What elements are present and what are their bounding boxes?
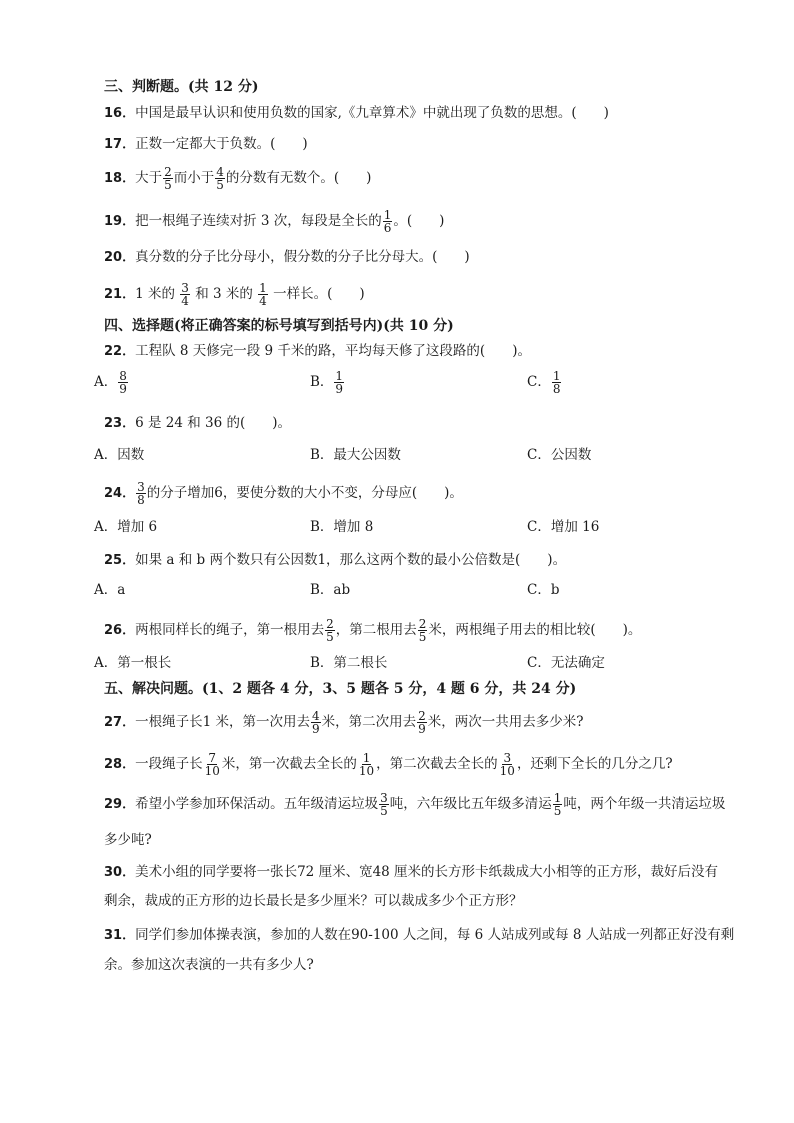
option-c: C．无法确定 <box>527 655 605 671</box>
question-text: 中国是最早认识和使用负数的国家,《九章算术》中就出现了负数的思想。( ) <box>135 105 609 121</box>
question-30: 30．美术小组的同学要将一张长72 厘米、宽48 厘米的长方形卡纸裁成大小相等的正方形，裁好后没有 <box>104 864 719 880</box>
fraction: $\frac{1}{6}$ <box>383 208 392 235</box>
fraction: $\frac{2}{5}$ <box>164 165 172 192</box>
question-29: 29．希望小学参加环保活动。五年级清运垃圾 $\frac{3}{5}$ 吨，六年级比五年级多清运 $\frac{1}{5}$ 吨，两个年级一共清运垃圾 <box>104 791 726 818</box>
question-number: 25． <box>104 553 136 568</box>
question-26: 26．两根同样长的绳子，第一根用去 $\frac{2}{5}$ ，第二根用去 $\frac{2}{5}$ 米，两根绳子用去的相比较( )。 <box>104 617 642 644</box>
question-number: 31． <box>104 928 136 943</box>
question-31: 31．同学们参加体操表演，参加的人数在90-100 人之间，每 6 人站成列或每 8 人站成一列都正好没有剩 <box>104 927 735 943</box>
question-text: 如果 a 和 b 两个数只有公因数1，那么这两个数的最小公倍数是( )。 <box>135 552 567 568</box>
question-number: 21． <box>104 287 136 302</box>
option-c: C．公因数 <box>527 447 592 463</box>
option-b: B．第二根长 <box>310 655 388 671</box>
fraction: $\frac{4}{5}$ <box>216 165 224 192</box>
fraction: $\frac{1}{9}$ <box>335 369 344 396</box>
fraction: $\frac{3}{8}$ <box>137 480 145 507</box>
question-28: 28．一段绳子长 $\frac{7}{10}$ 米，第一次截去全长的 $\frac{1}{10}$ ，第二次截去全长的 $\frac{3}{10}$ ，还剩下全长的几分之几? <box>104 751 673 778</box>
fraction: $\frac{1}{8}$ <box>552 369 561 396</box>
option-a: A．增加 6 <box>94 519 158 535</box>
section-title-problems: 五、解决问题。(1、2 题各 4 分，3、5 题各 5 分，4 题 6 分，共 24 分) <box>104 681 577 697</box>
fraction: $\frac{2}{5}$ <box>418 617 427 644</box>
fraction: $\frac{2}{5}$ <box>326 617 334 644</box>
option-b: B．ab <box>310 582 351 598</box>
question-text: 工程队 8 天修完一段 9 千米的路，平均每天修了这段路的( )。 <box>135 343 531 359</box>
question-21: 21．1 米的 $\frac{3}{4}$ 和 3 米的 $\frac{1}{4}$ 一样长。( ) <box>104 281 365 308</box>
question-number: 23． <box>104 416 136 431</box>
fraction: $\frac{1}{10}$ <box>358 751 375 778</box>
section-title-choice: 四、选择题(将正确答案的标号填写到括号内)(共 10 分) <box>104 318 454 334</box>
fraction: $\frac{3}{5}$ <box>380 791 388 818</box>
question-31-continued: 余。参加这次表演的一共有多少人? <box>104 957 314 973</box>
question-number: 26． <box>104 623 136 638</box>
section-title-judgement: 三、判断题。(共 12 分) <box>104 79 259 95</box>
question-27: 27．一根绳子长1 米，第一次用去 $\frac{4}{9}$ 米，第二次用去 $\frac{2}{9}$ 米，两次一共用去多少米? <box>104 709 584 736</box>
fraction: $\frac{3}{10}$ <box>499 751 515 778</box>
option-b: B．最大公因数 <box>310 447 401 463</box>
fraction: $\frac{7}{10}$ <box>204 751 220 778</box>
option-c: C． $\frac{1}{8}$ <box>527 369 561 396</box>
question-20 <box>104 247 470 268</box>
question-23 <box>104 413 291 434</box>
option-b: B． $\frac{1}{9}$ <box>310 369 344 396</box>
question-text: 正数一定都大于负数。( ) <box>135 136 308 152</box>
option-a: A． $\frac{8}{9}$ <box>94 369 127 396</box>
question-29-continued: 多少吨? <box>104 832 152 848</box>
fraction: $\frac{1}{4}$ <box>259 281 267 308</box>
question-25 <box>104 550 566 571</box>
question-17 <box>104 134 308 155</box>
question-number: 28． <box>104 757 136 772</box>
question-text: 真分数的分子比分母小，假分数的分子比分母大。( ) <box>135 249 470 265</box>
question-number: 30． <box>104 865 136 880</box>
fraction: $\frac{4}{9}$ <box>311 709 320 736</box>
option-a: A．a <box>94 582 126 598</box>
question-number: 24． <box>104 486 136 501</box>
fraction: $\frac{1}{5}$ <box>553 791 562 818</box>
question-30-continued: 剩余，裁成的正方形的边长最长是多少厘米？可以裁成多少个正方形？ <box>104 893 523 909</box>
option-a: A．第一根长 <box>94 655 172 671</box>
question-number: 18． <box>104 171 136 186</box>
option-a: A．因数 <box>94 447 145 463</box>
question-16 <box>104 103 609 124</box>
option-c: C．b <box>527 582 560 598</box>
question-number: 17． <box>104 137 136 152</box>
question-19: 19．把一根绳子连续对折 3 次，每段是全长的 $\frac{1}{6}$ 。( ) <box>104 208 445 235</box>
option-c: C．增加 16 <box>527 519 600 535</box>
question-number: 22． <box>104 344 136 359</box>
question-number: 20． <box>104 250 136 265</box>
question-text: 6 是 24 和 36 的( )。 <box>135 415 292 431</box>
question-number: 16． <box>104 106 136 121</box>
question-number: 19． <box>104 214 136 229</box>
question-number: 29． <box>104 797 136 812</box>
question-24: 24． $\frac{3}{8}$ 的分子增加6，要使分数的大小不变，分母应( )。 <box>104 480 463 507</box>
fraction: $\frac{2}{9}$ <box>418 709 426 736</box>
question-22 <box>104 341 531 362</box>
question-text-pre: 大于 <box>135 170 163 186</box>
question-number: 27． <box>104 715 136 730</box>
option-b: B．增加 8 <box>310 519 374 535</box>
question-18: 18．大于 $\frac{2}{5}$ 而小于 $\frac{4}{5}$ 的分数有无数个。( ) <box>104 165 372 192</box>
fraction: $\frac{3}{4}$ <box>181 281 189 308</box>
fraction: $\frac{8}{9}$ <box>119 369 127 396</box>
